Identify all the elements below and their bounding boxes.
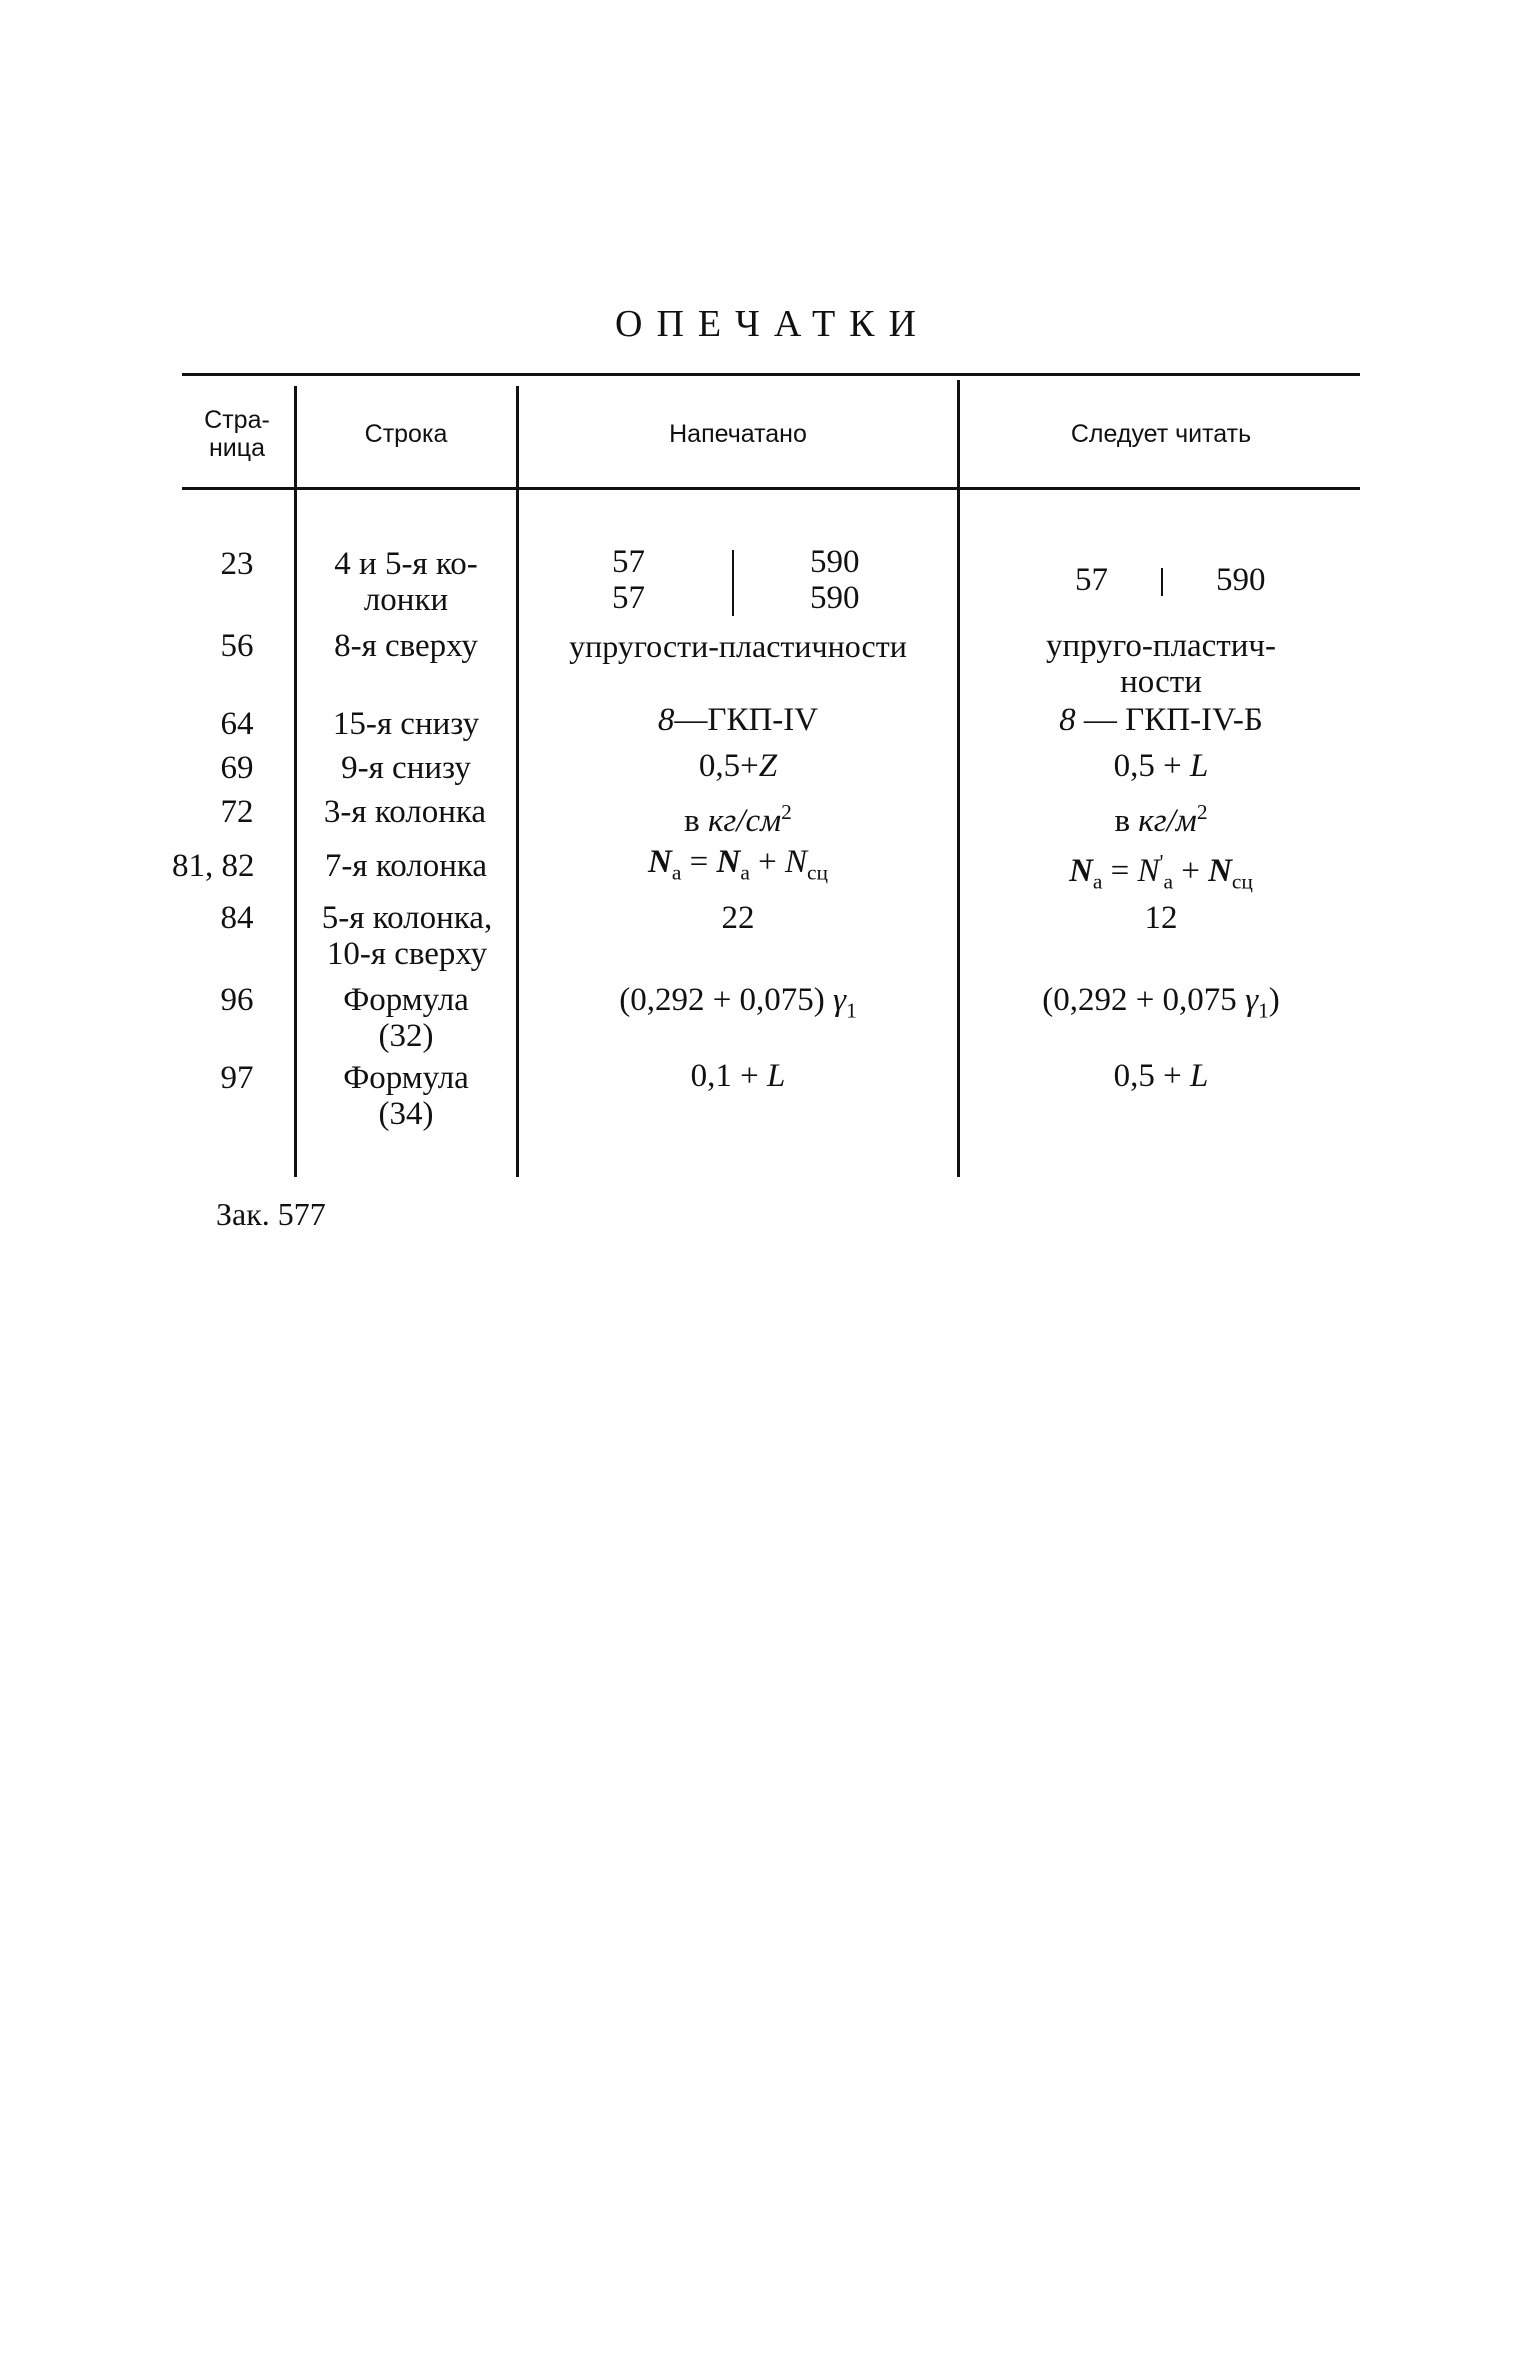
- formula-variable: L: [1190, 1058, 1209, 1094]
- formula-variable: L: [767, 1058, 786, 1094]
- page-title: ОПЕЧАТКИ: [615, 303, 930, 345]
- formula-subscript: 1: [1258, 998, 1269, 1023]
- table-row-printed: [520, 794, 956, 839]
- unit-exponent: 2: [781, 800, 792, 824]
- table-row-line: Формула (32): [343, 982, 469, 1054]
- printed-value-c: 57: [612, 580, 645, 616]
- formula-subscript: а: [671, 860, 682, 885]
- table-row-printed: [520, 702, 956, 738]
- column-header-correct: Следует читать: [1070, 420, 1252, 448]
- unit-prefix: в: [684, 803, 708, 839]
- formula-variable: L: [1190, 748, 1209, 784]
- formula-symbol: N: [1208, 853, 1232, 889]
- column-header-page: Стра- ница: [204, 406, 270, 462]
- table-row-page: 64: [220, 706, 254, 742]
- table-row-page: 97: [220, 1060, 254, 1096]
- formula-number: 8: [1059, 702, 1076, 738]
- printed-value-divider: [732, 550, 734, 616]
- table-row-correct: 12: [1144, 900, 1178, 936]
- table-row-line: 3-я колонка: [323, 794, 487, 830]
- formula-text: 0,5 +: [1113, 1058, 1190, 1094]
- table-header-rule: [182, 487, 1360, 490]
- table-row-correct: [961, 844, 1361, 900]
- column-header-line: Строка: [364, 420, 448, 448]
- formula-symbol: N: [648, 844, 672, 880]
- table-row-page: 81, 82: [172, 848, 255, 884]
- table-row-line: 7-я колонка: [324, 848, 488, 884]
- order-number: Зак. 577: [216, 1196, 326, 1232]
- table-row-correct: [961, 794, 1361, 839]
- formula-subscript: а: [740, 860, 750, 885]
- table-row-page: 72: [220, 794, 254, 830]
- table-row-correct: [961, 702, 1361, 738]
- column-divider-2: [516, 386, 519, 1177]
- formula-text: (0,292 + 0,075): [619, 982, 834, 1018]
- formula-text: — ГКП-IV-Б: [1075, 702, 1263, 738]
- column-divider-3: [957, 380, 960, 1177]
- unit: кг/м: [1138, 803, 1197, 839]
- printed-value-b: 590: [810, 544, 860, 580]
- column-header-printed: Напечатано: [669, 420, 807, 448]
- table-row-printed: [520, 1058, 956, 1094]
- formula-symbol: N: [1137, 853, 1160, 889]
- table-row-printed: [520, 748, 956, 784]
- formula-text: (0,292 + 0,075: [1042, 982, 1246, 1018]
- formula-operator: +: [1172, 853, 1209, 889]
- table-row-page: 84: [220, 900, 254, 936]
- formula-text: 0,1 +: [690, 1058, 767, 1094]
- table-row-printed: [520, 982, 956, 1029]
- printed-value-d: 590: [810, 580, 860, 616]
- table-row-page: 56: [220, 628, 254, 664]
- table-row-line: 15-я снизу: [332, 706, 480, 742]
- formula-subscript: а: [1092, 869, 1103, 894]
- formula-symbol: N: [1069, 853, 1093, 889]
- table-row-printed: упругости-пластичности: [569, 628, 907, 664]
- table-row-correct: [961, 1058, 1361, 1094]
- formula-subscript: сц: [806, 860, 828, 885]
- table-row-page: 96: [220, 982, 254, 1018]
- formula-symbol: γ: [1245, 982, 1259, 1018]
- formula-variable: Z: [758, 748, 778, 784]
- correct-value-table: [961, 562, 1361, 602]
- unit-exponent: 2: [1196, 800, 1208, 824]
- table-row-line: 4 и 5-я ко- лонки: [334, 546, 478, 618]
- formula-subscript: а: [1163, 869, 1173, 894]
- table-row-line: 5-я колонка, 10-я сверху: [321, 900, 493, 972]
- formula-subscript: сц: [1231, 869, 1253, 894]
- table-row-line: 9-я снизу: [341, 750, 471, 786]
- formula-operator: =: [1102, 853, 1138, 889]
- correct-value-b: 590: [1216, 562, 1266, 598]
- table-row-page: 69: [220, 750, 254, 786]
- table-row-correct: [961, 748, 1361, 784]
- unit-prefix: в: [1114, 803, 1139, 839]
- column-divider-1: [294, 386, 297, 1177]
- table-row-correct: [961, 982, 1361, 1029]
- formula-operator: =: [681, 844, 717, 880]
- formula-text: —ГКП-IV: [674, 702, 819, 738]
- table-row-line: Формула (34): [343, 1060, 469, 1132]
- table-row-printed: [520, 844, 956, 891]
- correct-value-divider: [1161, 568, 1163, 596]
- formula-operator: +: [749, 844, 785, 880]
- formula-symbol: N: [716, 844, 741, 880]
- formula-prime: ': [1159, 850, 1164, 874]
- formula-symbol: γ: [833, 982, 847, 1018]
- formula-text: ): [1268, 982, 1280, 1018]
- printed-value-a: 57: [612, 544, 645, 580]
- formula-text: 0,5 +: [1113, 748, 1190, 784]
- table-row-page: 23: [220, 546, 254, 582]
- formula-subscript: 1: [846, 998, 857, 1023]
- formula-number: 8: [657, 702, 675, 738]
- table-row-printed: 22: [721, 900, 755, 936]
- table-top-rule: [182, 373, 1360, 376]
- correct-value-a: 57: [1075, 562, 1108, 598]
- table-row-line: 8-я сверху: [334, 628, 478, 664]
- printed-value-table: [520, 544, 956, 620]
- formula-symbol: N: [784, 844, 807, 880]
- unit: кг/см: [707, 803, 782, 839]
- table-row-correct: упруго-пластич- ности: [1045, 628, 1277, 700]
- formula-text: 0,5+: [698, 748, 759, 784]
